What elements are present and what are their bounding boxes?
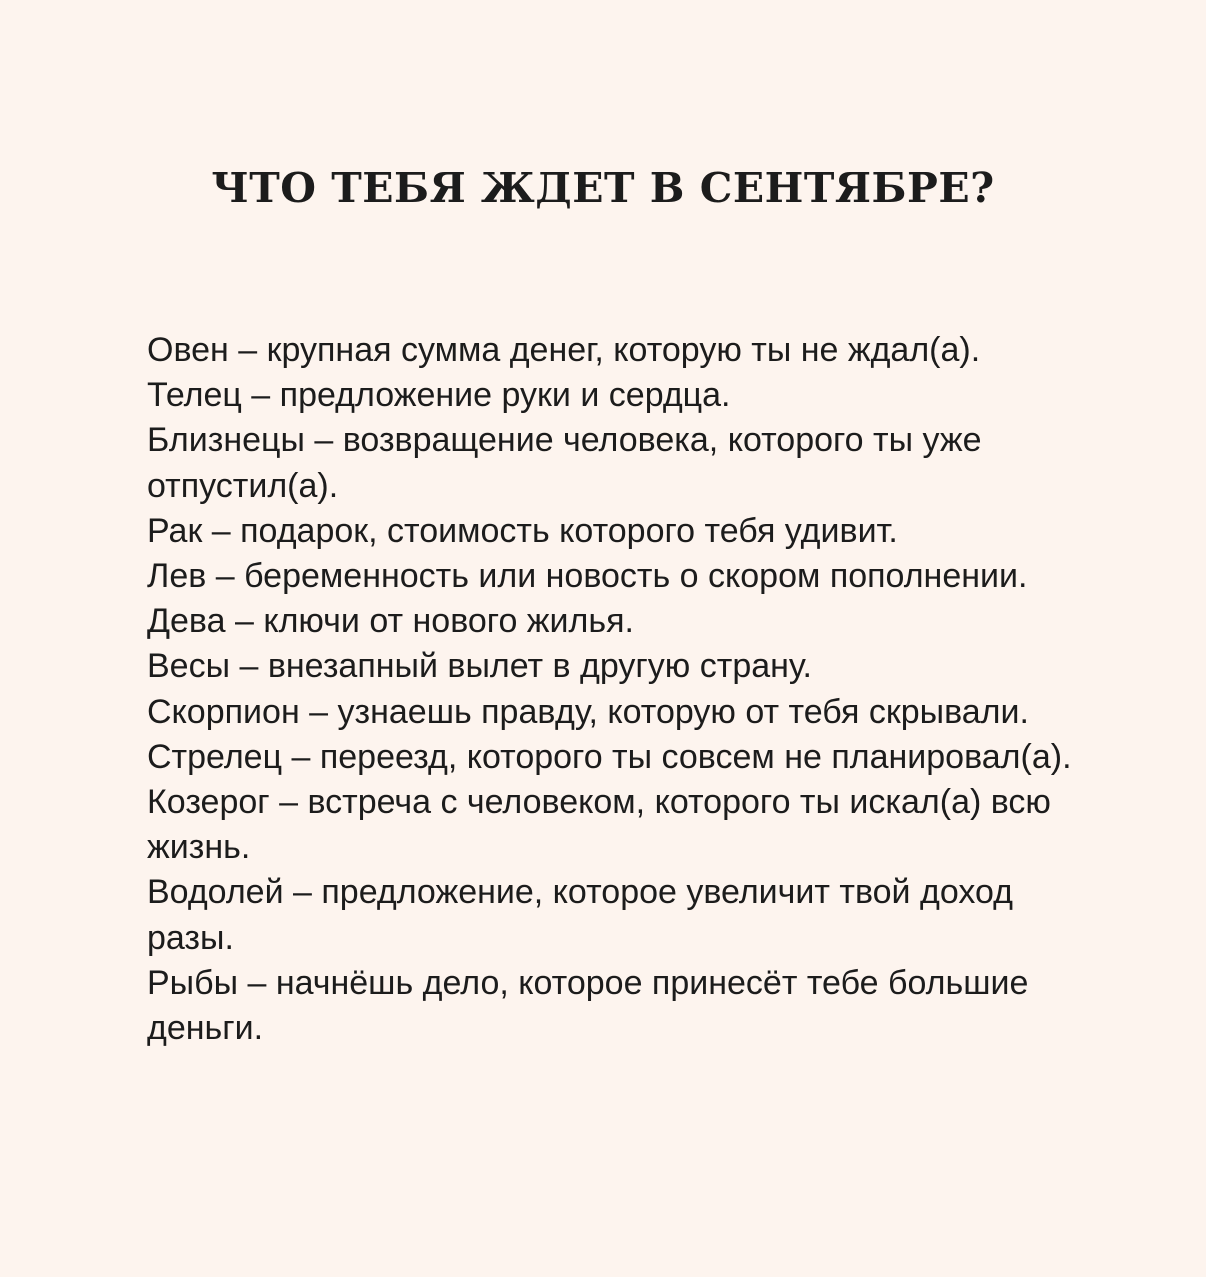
- list-item-scorpio: Скорпион – узнаешь правду, которую от тебя скрывали.: [147, 692, 1029, 731]
- list-item-gemini: Близнецы – возвращение человека, которого ты уже отпустил(а).: [147, 421, 982, 505]
- page-title: ЧТО ТЕБЯ ЖДЕТ В СЕНТЯБРЕ?: [211, 164, 995, 212]
- list-item-aries: Овен – крупная сумма денег, которую ты не ждал(а).: [147, 331, 981, 369]
- list-item-sagittarius: Стрелец – переезд, которого ты совсем не планировал(а).: [147, 737, 1072, 776]
- list-item-capricorn: Козерог – встреча с человеком, которого ты искал(а) всю жизнь.: [147, 783, 1051, 867]
- list-item-cancer: Рак – подарок, стоимость которого тебя удивит.: [147, 511, 898, 550]
- list-item-libra: Весы – внезапный вылет в другую страну.: [147, 647, 812, 686]
- list-item-leo: Лев – беременность или новость о скором пополнении.: [147, 557, 1028, 596]
- horoscope-list: [147, 328, 1077, 1051]
- list-item-aquarius: Водолей – предложение, которое увеличит твой доход разы.: [147, 873, 1013, 957]
- list-item-virgo: Дева – ключи от нового жилья.: [147, 602, 634, 641]
- list-item-taurus: Телец – предложение руки и сердца.: [147, 376, 731, 415]
- list-item-pisces: Рыбы – начнёшь дело, которое принесёт тебе большие деньги.: [147, 963, 1029, 1048]
